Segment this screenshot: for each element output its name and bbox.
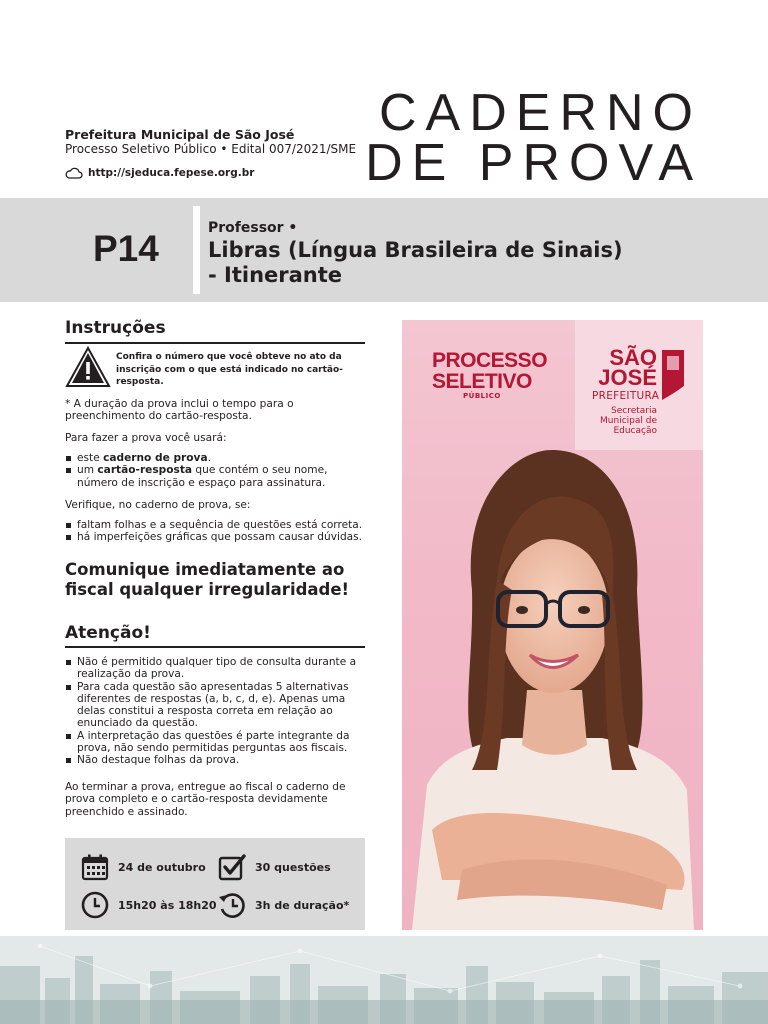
band-divider bbox=[193, 206, 200, 294]
duration-note: * A duração da prova inclui o tempo para o preenchimento do cartão-resposta. bbox=[65, 398, 294, 423]
closing-text: Ao terminar a prova, entregue ao fiscal o caderno de prova completo e o cartão-resposta devidamente preenchido e assinado. bbox=[65, 781, 346, 818]
duration-cell bbox=[218, 891, 349, 919]
verify-item: há imperfeições gráficas que possam causar dúvidas. bbox=[65, 531, 370, 543]
exam-duration: 3h de duração* bbox=[255, 898, 350, 912]
date-cell bbox=[81, 853, 206, 881]
prefeitura-label: PREFEITURA bbox=[592, 390, 660, 402]
subject-line-1: Libras (Língua Brasileira de Sinais) bbox=[208, 238, 623, 262]
checkbox-icon bbox=[218, 853, 246, 881]
city-logo-text: SÃO JOSÉ bbox=[598, 345, 657, 390]
attention-rule bbox=[65, 646, 365, 648]
clock-icon bbox=[81, 891, 109, 919]
attention-list bbox=[65, 656, 370, 767]
attention-item: Para cada questão são apresentadas 5 alternativas diferentes de respostas (a, b, c, d, e). Apenas uma delas constitui a resposta correta em relação ao enunciado da questão. bbox=[65, 681, 370, 730]
exam-subject bbox=[208, 238, 623, 288]
warning-text: Confira o número que você obteve no ato da inscrição com o que está indicado no cartão-resposta. bbox=[116, 352, 343, 387]
process-edital: Processo Seletivo Público • Edital 007/2021/SME bbox=[65, 142, 357, 156]
attention-item: Não é permitido qualquer tipo de consulta durante a realização da prova. bbox=[65, 656, 370, 681]
poster-process-title: PROCESSO SELETIVO bbox=[432, 349, 548, 393]
exam-role: Professor • bbox=[208, 220, 298, 236]
exam-band bbox=[0, 198, 768, 302]
history-clock-icon bbox=[218, 891, 246, 919]
attention-item: Não destaque folhas da prova. bbox=[65, 754, 370, 766]
title-line-2: DE PROVA bbox=[365, 134, 702, 192]
verify-intro: Verifique, no caderno de prova, se: bbox=[65, 499, 251, 511]
exam-date: 24 de outubro bbox=[118, 860, 206, 874]
campaign-poster bbox=[402, 320, 703, 930]
city-shield-icon bbox=[662, 350, 684, 400]
questions-cell bbox=[218, 853, 331, 881]
warning-icon bbox=[65, 346, 111, 388]
secretaria-label: Secretaria Municipal de Educação bbox=[600, 406, 657, 436]
subject-line-2: - Itinerante bbox=[208, 263, 343, 287]
organization-block bbox=[65, 127, 356, 157]
instructions-heading: Instruções bbox=[65, 318, 166, 338]
city-skyline-footer bbox=[0, 936, 768, 1024]
use-list bbox=[65, 452, 370, 489]
calendar-icon bbox=[81, 853, 109, 881]
question-count: 30 questões bbox=[255, 860, 331, 874]
exam-info-box bbox=[65, 838, 365, 930]
website-url[interactable]: http://sjeduca.fepese.org.br bbox=[88, 167, 255, 179]
url-line bbox=[65, 167, 254, 179]
use-intro: Para fazer a prova você usará: bbox=[65, 432, 227, 444]
page-title bbox=[365, 84, 702, 192]
cloud-icon bbox=[65, 167, 83, 179]
title-line-1: CADERNO bbox=[378, 84, 702, 142]
attention-item: A interpretação das questões é parte integrante da prova, não sendo permitidas perguntas aos fiscais. bbox=[65, 730, 370, 755]
instructions-rule bbox=[65, 342, 365, 344]
woman-photo bbox=[402, 440, 703, 930]
exam-time: 15h20 às 18h20 bbox=[118, 898, 217, 912]
time-cell bbox=[81, 891, 217, 919]
irregularity-callout: Comunique imediatamente ao fiscal qualquer irregularidade! bbox=[65, 560, 350, 599]
poster-public-label: PÚBLICO bbox=[463, 392, 501, 400]
use-item: um cartão-resposta que contém o seu nome, número de inscrição e espaço para assinatura. bbox=[65, 464, 370, 489]
verify-item: faltam folhas e a sequência de questões está correta. bbox=[65, 519, 370, 531]
use-item: este caderno de prova. bbox=[65, 452, 370, 464]
attention-heading: Atenção! bbox=[65, 623, 151, 643]
org-name: Prefeitura Municipal de São José bbox=[65, 127, 295, 142]
verify-list bbox=[65, 519, 370, 544]
exam-code: P14 bbox=[93, 228, 159, 269]
